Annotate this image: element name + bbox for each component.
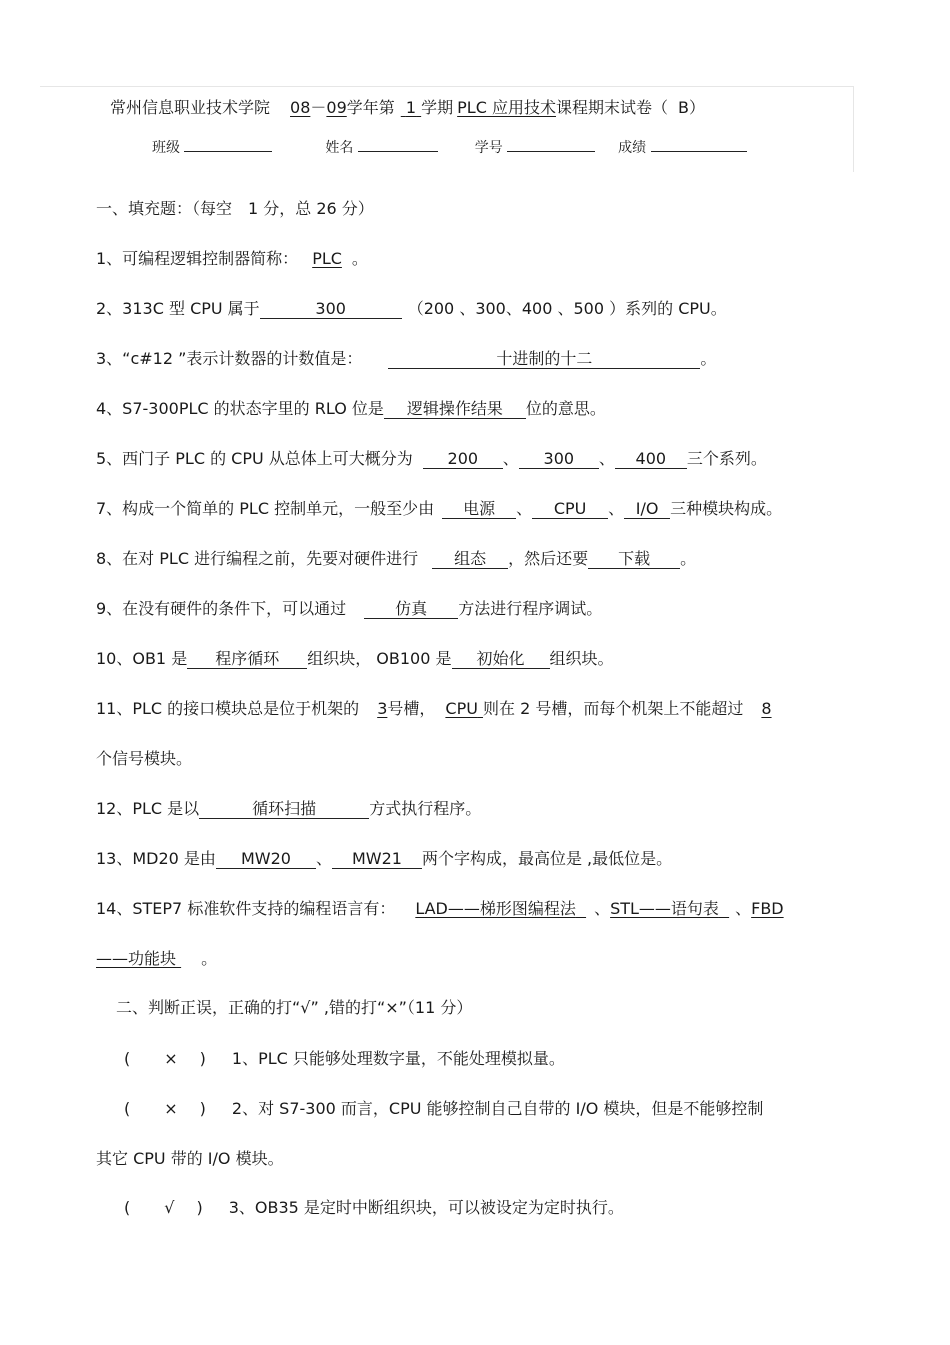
question-11-cont: 个信号模块。: [96, 749, 193, 768]
answer-1: PLC: [312, 249, 342, 268]
answer-8a: 组态: [432, 550, 508, 569]
answer-8b: 下载: [588, 550, 680, 569]
answer-10b: 初始化: [452, 650, 550, 669]
answer-3: 十进制的十二: [388, 350, 700, 369]
answer-10a: 程序循环: [187, 650, 307, 669]
answer-5c: 400: [615, 450, 687, 469]
year-end: 09: [326, 98, 347, 117]
answer-14c: FBD: [751, 899, 784, 918]
score-field[interactable]: [651, 137, 747, 152]
question-10: 10、OB1 是 程序循环 组织块， OB100 是 初始化 组织块。: [96, 649, 614, 668]
question-14-cont: ——功能块 。: [96, 949, 218, 968]
answer-14a: LAD——梯形图编程法: [415, 899, 576, 918]
judge-item-2-cont: 其它 CPU 带的 I/O 模块。: [96, 1149, 284, 1168]
term-suffix: 学期: [421, 98, 454, 117]
student-id-field[interactable]: [507, 137, 595, 152]
section1-title: 一、填充题：（每空 1 分，总 26 分）: [96, 199, 374, 218]
judge-item-1: ( × ) 1、PLC 只能够处理数字量，不能处理模拟量。: [124, 1049, 565, 1068]
answer-13a: MW20: [216, 850, 316, 869]
score-label: 成绩: [618, 140, 647, 156]
answer-9: 仿真: [364, 600, 458, 619]
answer-11b: CPU: [445, 699, 478, 718]
answer-7c: I/O: [624, 500, 670, 519]
question-2: 2、313C 型 CPU 属于 300 （200 、300、400 、500 ）系列的 CPU。: [96, 299, 727, 318]
name-field[interactable]: [358, 137, 438, 152]
answer-7b: CPU: [532, 500, 608, 519]
judge-item-2: ( × ) 2、对 S7-300 而言，CPU 能够控制自己自带的 I/O 模块，但是不能够控制: [124, 1099, 764, 1118]
question-1: 1、可编程逻辑控制器简称： PLC 。: [96, 249, 368, 268]
answer-7a: 电源: [442, 500, 516, 519]
answer-11c: 8: [761, 699, 772, 718]
student-info-row: [152, 137, 747, 158]
class-label: 班级: [152, 140, 180, 156]
answer-2: 300: [260, 300, 402, 319]
answer-5b: 300: [519, 450, 599, 469]
answer-4: 逻辑操作结果: [384, 400, 526, 419]
question-12: 12、PLC 是以 循环扫描 方式执行程序。: [96, 799, 482, 818]
answer-13b: MW21: [332, 850, 422, 869]
paper-label: B）: [678, 98, 705, 117]
question-14: 14、STEP7 标准软件支持的编程语言有： LAD——梯形图编程法 、STL——语句表 、FBD: [96, 899, 784, 918]
header-border-right: [853, 86, 854, 172]
question-7: 7、构成一个简单的 PLC 控制单元，一般至少由 电源 、 CPU 、 I/O 三种模块构成。: [96, 499, 783, 518]
exam-title: [110, 98, 705, 118]
question-5: 5、西门子 PLC 的 CPU 从总体上可大概分为 200 、 300 、 400 三个系列。: [96, 449, 767, 468]
year-start: 08: [290, 98, 311, 117]
answer-14c-cont: ——功能块: [96, 949, 177, 968]
year-suffix: 学年第: [346, 98, 395, 117]
judge-mark-2[interactable]: ×: [164, 1099, 178, 1118]
class-field[interactable]: [184, 137, 272, 152]
school-name: 常州信息职业技术学院: [110, 98, 271, 117]
header-border-top: [40, 86, 853, 87]
name-label: 姓名: [325, 140, 354, 156]
student-id-label: 学号: [474, 140, 503, 156]
question-8: 8、在对 PLC 进行编程之前，先要对硬件进行 组态 ，然后还要 下载 。: [96, 549, 697, 568]
question-3: 3、“c#12 ”表示计数器的计数值是： 十进制的十二 。: [96, 349, 717, 368]
answer-5a: 200: [423, 450, 503, 469]
question-11: 11、PLC 的接口模块总是位于机架的 3号槽， CPU 则在 2 号槽，而每个机架上不能超过 8: [96, 699, 772, 718]
judge-mark-1[interactable]: ×: [164, 1049, 178, 1068]
question-4: 4、S7-300PLC 的状态字里的 RLO 位是 逻辑操作结果 位的意思。: [96, 399, 606, 418]
answer-14b: STL——语句表: [610, 899, 719, 918]
year-dash: －: [310, 98, 327, 117]
answer-12: 循环扫描: [199, 800, 369, 819]
course-name: PLC 应用技术: [457, 98, 556, 117]
term-number: 1: [405, 98, 417, 117]
answer-11a: 3: [377, 699, 388, 718]
section2-title: 二、判断正误，正确的打“√” ,错的打“×”（11 分）: [116, 998, 473, 1017]
question-13: 13、MD20 是由 MW20 、 MW21 两个字构成，最高位是 ,最低位是。: [96, 849, 673, 868]
judge-mark-3[interactable]: √: [164, 1198, 175, 1217]
question-9: 9、在没有硬件的条件下，可以通过 仿真 方法进行程序调试。: [96, 599, 603, 618]
exam-label: 课程期末试卷（: [555, 98, 668, 117]
judge-item-3: ( √ ) 3、OB35 是定时中断组织块，可以被设定为定时执行。: [124, 1198, 624, 1217]
